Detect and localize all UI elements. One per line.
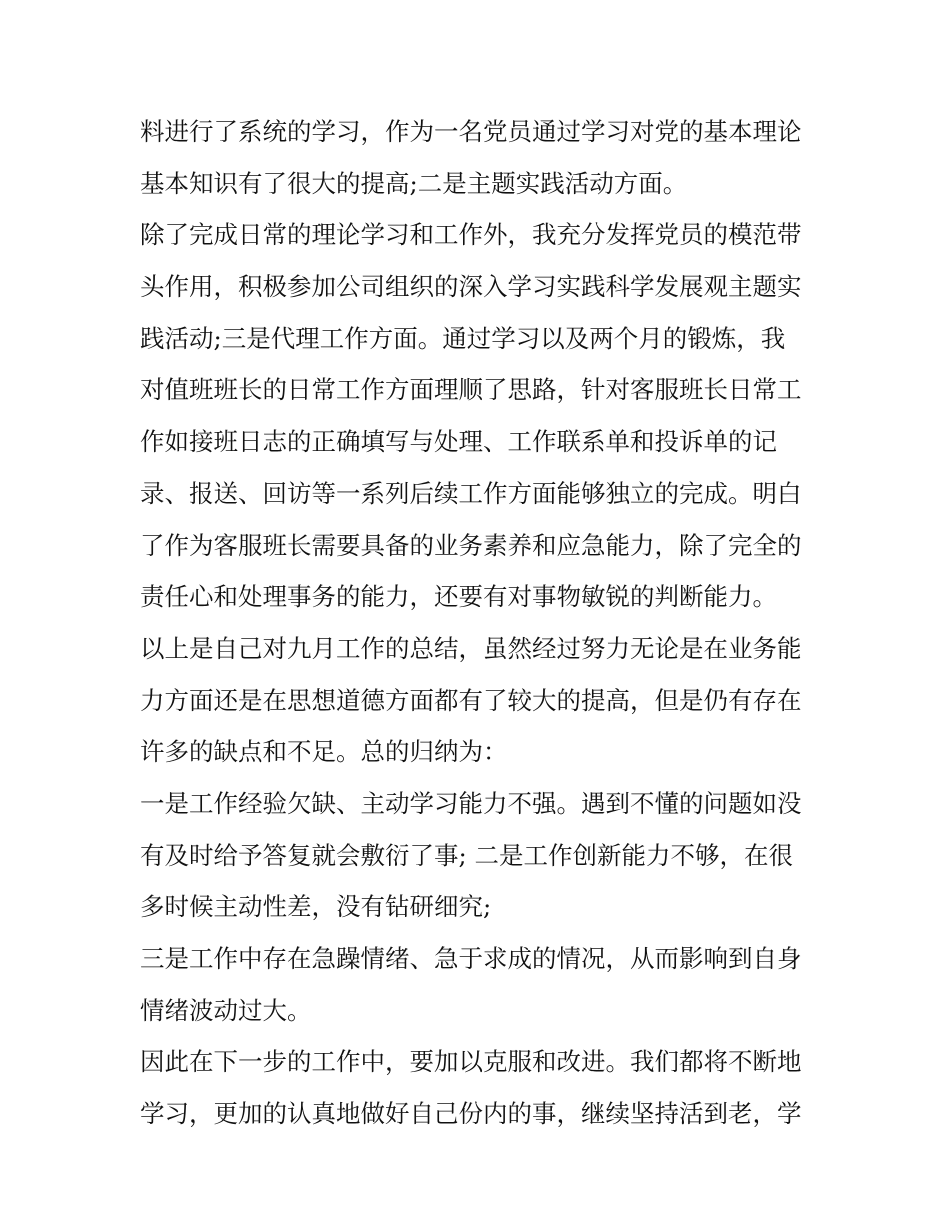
text-line: 料进行了系统的学习，作为一名党员通过学习对党的基本理论 (140, 117, 802, 146)
text-line: 一是工作经验欠缺、主动学习能力不强。遇到不懂的问题如没 (140, 788, 802, 818)
text-line: 情绪波动过大。 (140, 995, 312, 1025)
text-line: 除了完成日常的理论学习和工作外，我充分发挥党员的模范带 (140, 220, 802, 250)
text-line: 以上是自己对九月工作的总结，虽然经过努力无论是在业务能 (140, 633, 802, 663)
text-line: 了作为客服班长需要具备的业务素养和应急能力，除了完全的 (140, 530, 802, 560)
text-line: 三是工作中存在急躁情绪、急于求成的情况，从而影响到自身 (140, 944, 802, 973)
document-body (140, 106, 820, 1140)
text-line: 基本知识有了很大的提高;二是主题实践活动方面。 (140, 168, 688, 198)
text-line: 学习，更加的认真地做好自己份内的事，继续坚持活到老，学 (140, 1099, 802, 1129)
text-line: 头作用，积极参加公司组织的深入学习实践科学发展观主题实 (140, 272, 802, 302)
text-line: 因此在下一步的工作中，要加以克服和改进。我们都将不断地 (140, 1047, 802, 1077)
text-line: 多时候主动性差，没有钻研细究; (140, 892, 492, 922)
text-line: 许多的缺点和不足。总的归纳为： (140, 737, 508, 767)
text-line: 对值班班长的日常工作方面理顺了思路，针对客服班长日常工 (140, 375, 802, 405)
text-line: 践活动;三是代理工作方面。通过学习以及两个月的锻炼，我 (140, 323, 786, 353)
text-line: 作如接班日志的正确填写与处理、工作联系单和投诉单的记 (140, 427, 777, 457)
text-line: 有及时给予答复就会敷衍了事; 二是工作创新能力不够，在很 (140, 840, 794, 870)
text-line: 力方面还是在思想道德方面都有了较大的提高，但是仍有存在 (140, 685, 802, 715)
text-line: 责任心和处理事务的能力，还要有对事物敏锐的判断能力。 (140, 582, 777, 612)
text-line: 录、报送、回访等一系列后续工作方面能够独立的完成。明白 (140, 478, 802, 508)
